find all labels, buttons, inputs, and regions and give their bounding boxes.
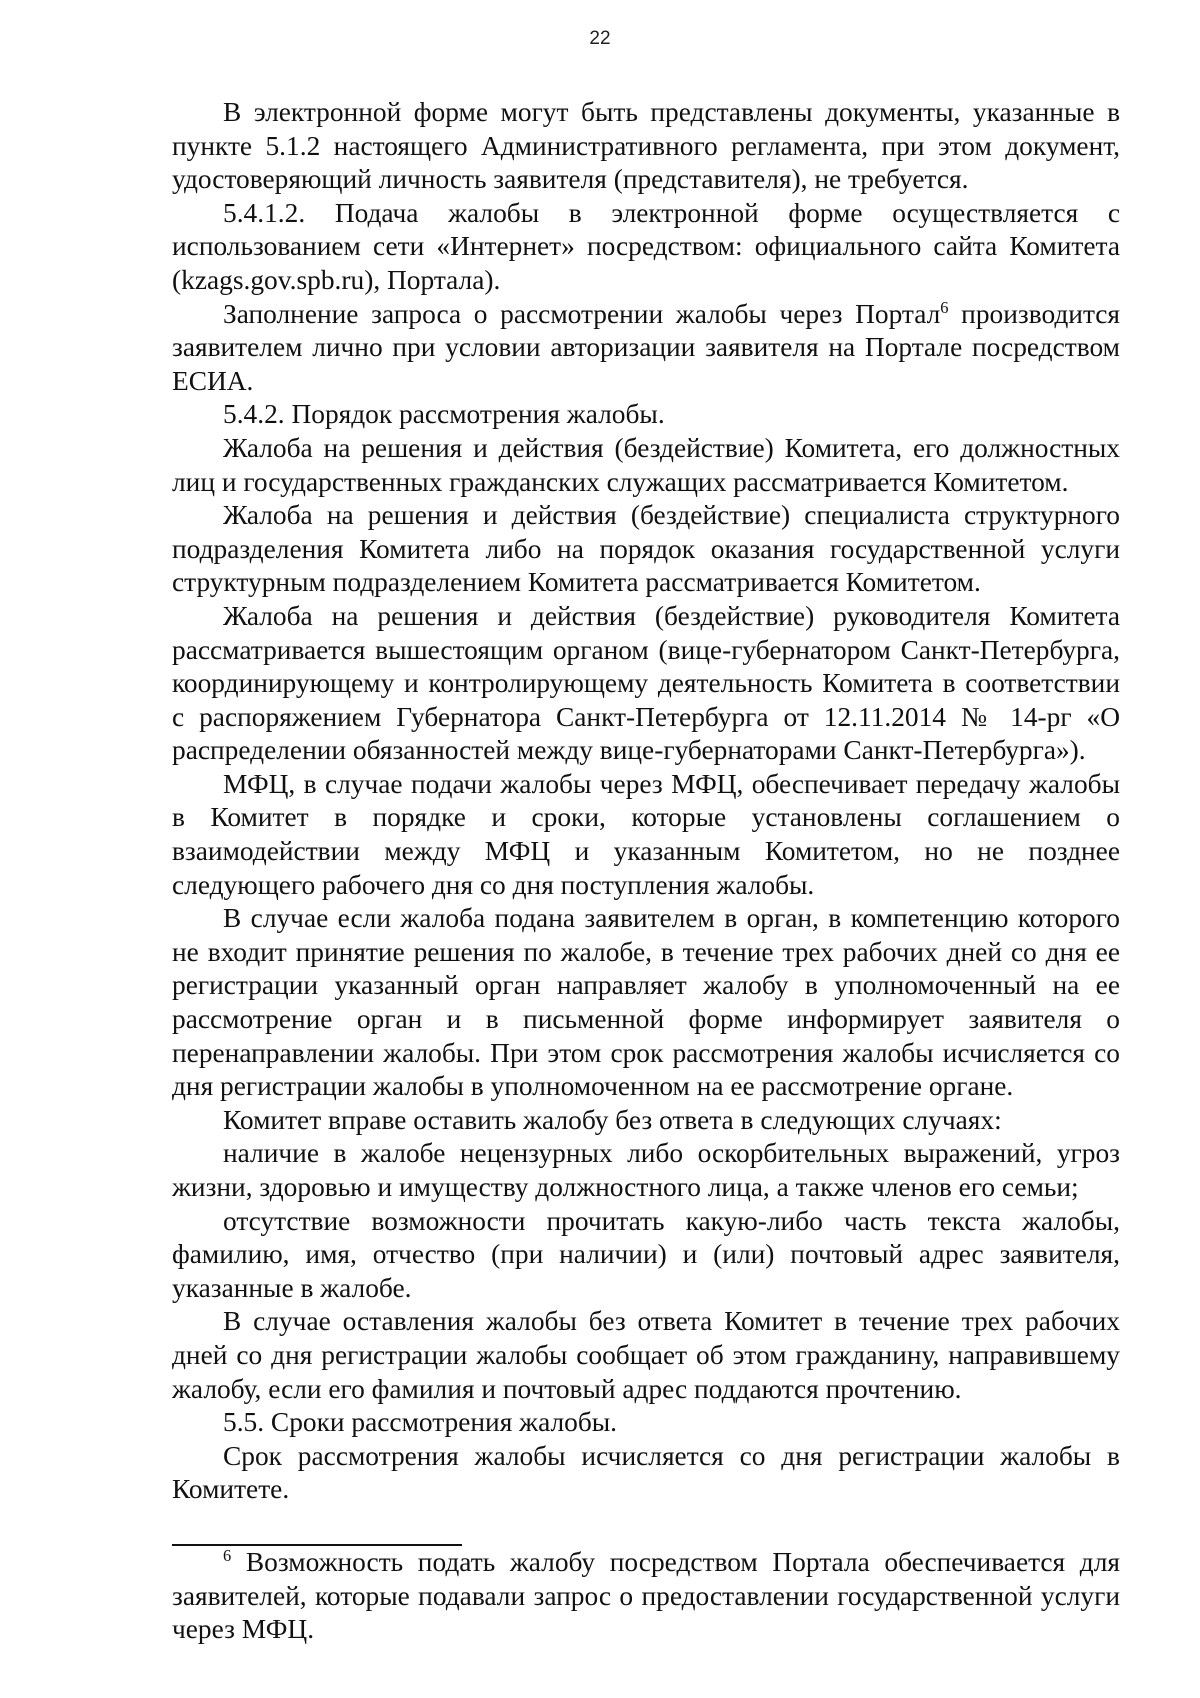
- footnote-marker: 6: [223, 1545, 232, 1565]
- paragraph-committee-complaint: Жалоба на решения и действия (бездействие) Комитета, его должностных лиц и государственных гражданских служащих рассматривается Комитетом.: [172, 432, 1120, 497]
- footnote-reference: 6: [940, 297, 949, 317]
- footnote: [172, 1546, 1120, 1647]
- paragraph-mfc-transfer: МФЦ, в случае подачи жалобы через МФЦ, обеспечивает передачу жалобы в Комитет в порядке и сроки, которые установлены соглашением о взаимодействии между МФЦ и указанным Комитетом, но не позднее следующего рабочего дня со дня поступления жалобы.: [172, 768, 1120, 900]
- page-number: 22: [589, 28, 611, 49]
- paragraph-5-4-1-2: 5.4.1.2. Подача жалобы в электронной форме осуществляется с использованием сети «Интернет» посредством: официального сайта Комитета (kzags.gov.spb.ru), Портала).: [172, 197, 1120, 295]
- paragraph-electronic-documents: В электронной форме могут быть представлены документы, указанные в пункте 5.1.2 настоящего Административного регламента, при этом документ, удостоверяющий личность заявителя (представителя), не требуется.: [172, 97, 1120, 195]
- paragraph-no-answer-cases: Комитет вправе оставить жалобу без ответа в следующих случаях:: [223, 1104, 1002, 1135]
- paragraph-case-unreadable: отсутствие возможности прочитать какую-либо часть текста жалобы, фамилию, имя, отчество (при наличии) и (или) почтовый адрес заявителя, указанные в жалобе.: [172, 1205, 1120, 1303]
- paragraph-5-4-2-heading: 5.4.2. Порядок рассмотрения жалобы.: [223, 399, 665, 430]
- paragraph-5-5-heading: 5.5. Сроки рассмотрения жалобы.: [223, 1407, 618, 1438]
- document-body: [172, 96, 1120, 1647]
- paragraph-no-answer-notice: В случае оставления жалобы без ответа Комитет в течение трех рабочих дней со дня регистрации жалобы сообщает об этом гражданину, направившему жалобу, если его фамилия и почтовый адрес поддаются прочтению.: [172, 1306, 1120, 1404]
- paragraph-division-complaint: Жалоба на решения и действия (бездействие) специалиста структурного подразделения Комитета либо на порядок оказания государственной услуги структурным подразделением Комитета рассматривается Комитетом.: [172, 500, 1120, 598]
- paragraph-redirect: В случае если жалоба подана заявителем в орган, в компетенцию которого не входит принятие решения по жалобе, в течение трех рабочих дней со дня ее регистрации указанный орган направляет жалобу в уполномоченный на ее рассмотрение орган и в письменной форме информирует заявителя о перенаправлении жалобы. При этом срок рассмотрения жалобы исчисляется со дня регистрации жалобы в уполномоченном на ее рассмотрение органе.: [172, 903, 1120, 1102]
- paragraph-portal-request-start: Заполнение запроса о рассмотрении жалобы через Портал: [223, 298, 941, 329]
- paragraph-head-complaint: Жалоба на решения и действия (бездействие) руководителя Комитета рассматривается вышестоящим органом (вице-губернатором Санкт-Петербурга, координирующему и контролирующему деятельность Комитета в соответствии с распоряжением Губернатора Санкт-Петербурга от 12.11.2014 № 14-рг «О распределении обязанностей между вице-губернаторами Санкт-Петербурга»).: [172, 600, 1120, 766]
- paragraph-review-term: Срок рассмотрения жалобы исчисляется со дня регистрации жалобы в Комитете.: [172, 1440, 1120, 1505]
- paragraph-case-obscene: наличие в жалобе нецензурных либо оскорбительных выражений, угроз жизни, здоровью и имуществу должностного лица, а также членов его семьи;: [172, 1138, 1120, 1202]
- paragraph-portal-request-end: производится заявителем лично при условии авторизации заявителя на Портале посредством ЕСИА.: [172, 298, 1121, 396]
- paragraph-portal-request: [172, 298, 1120, 399]
- footnote-text: Возможность подать жалобу посредством Портала обеспечивается для заявителей, которые подавали запрос о предоставлении государственной услуги через МФЦ.: [172, 1546, 1120, 1645]
